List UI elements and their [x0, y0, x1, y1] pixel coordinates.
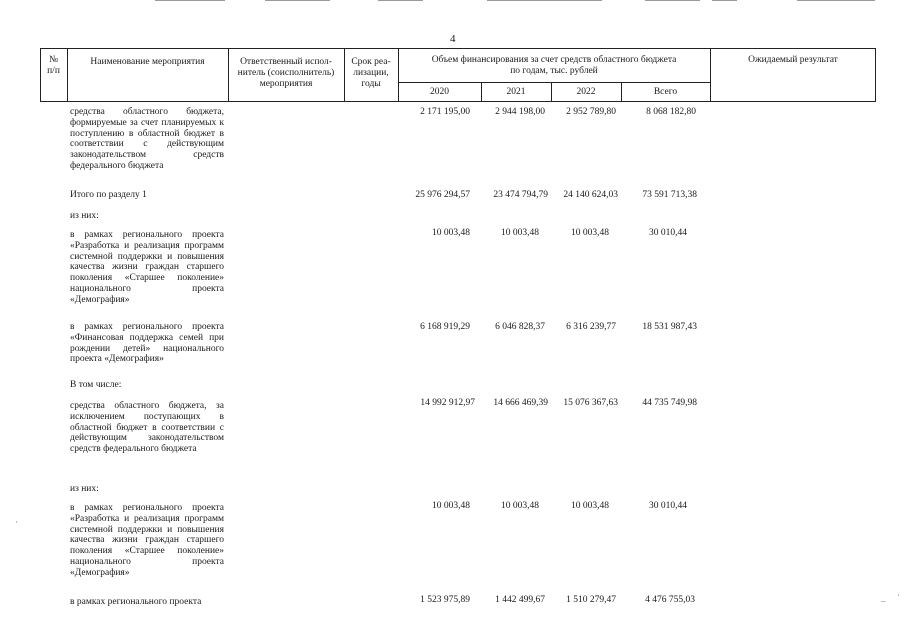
header-divider — [398, 82, 710, 83]
value-2022: 10 003,48 — [571, 501, 609, 511]
row-label: в рамках регионального проекта «Финансовая поддержка семей при рождении детей» национального проекта «Демография» — [70, 322, 224, 365]
scan-artifact — [487, 0, 602, 1]
header-total: Всего — [653, 87, 678, 97]
value-2021: 10 003,48 — [501, 228, 539, 238]
value-2022: 1 510 279,47 — [566, 595, 616, 605]
value-2020: 2 171 195,00 — [420, 107, 470, 117]
scan-artifact — [797, 0, 875, 1]
value-2020: 10 003,48 — [432, 228, 470, 238]
value-2020: 6 168 919,29 — [420, 322, 470, 332]
value-2020: 1 523 975,89 — [420, 595, 470, 605]
header-year-2020: 2020 — [430, 87, 449, 97]
value-total: 8 068 182,80 — [646, 107, 696, 117]
scan-artifact — [645, 0, 700, 1]
header-year-2022: 2022 — [576, 87, 596, 97]
header-col-term: Срок реа- лизации, годы — [351, 57, 391, 89]
value-total: 30 010,44 — [649, 228, 687, 238]
row-label: средства областного бюджета, формируемые за счет планируемых к поступлению в областной бюджет в соответствии с действующим законодательством средств федерального бюджета — [70, 107, 224, 171]
value-2022: 15 076 367,63 — [563, 398, 618, 408]
scan-mark: – — [881, 596, 886, 606]
scan-artifact — [265, 0, 330, 1]
value-2020: 14 992 912,97 — [420, 398, 475, 408]
header-col-name: Наименование мероприятия — [90, 57, 205, 67]
row-label: из них: — [70, 484, 99, 494]
value-2021: 2 944 198,00 — [495, 107, 545, 117]
page-number: 4 — [450, 33, 456, 45]
scan-mark: · — [897, 590, 900, 600]
scan-artifact — [712, 0, 737, 1]
value-2022: 6 316 239,77 — [566, 322, 616, 332]
row-label: в рамках регионального проекта «Разработка и реализация программ системной поддержки и повышения качества жизни граждан старшего поколения «Старшее поколение» национального проекта «Демография» — [70, 503, 224, 578]
header-col-responsible: Ответственный испол- нитель (соисполнитель) мероприятия — [237, 57, 335, 89]
scan-artifact — [155, 0, 225, 1]
row-label: средства областного бюджета, за исключением поступающих в областной бюджет в соответствии с действующим законодательством средств федерального бюджета — [70, 401, 224, 455]
value-2020: 10 003,48 — [432, 501, 470, 511]
value-total: 44 735 749,98 — [642, 398, 697, 408]
value-2021: 10 003,48 — [501, 501, 539, 511]
row-label: в рамках регионального проекта «Разработка и реализация программ системной поддержки и повышения качества жизни граждан старшего поколения «Старшее поколение» национального проекта «Демография» — [70, 230, 224, 305]
value-total: 73 591 713,38 — [642, 190, 697, 200]
value-2020: 25 976 294,57 — [415, 190, 470, 200]
header-col-funding: Объем финансирования за счет средств областного бюджета по годам, тыс. рублей — [431, 55, 677, 76]
row-label: в рамках регионального проекта — [70, 597, 202, 607]
value-2021: 6 046 828,37 — [495, 322, 545, 332]
header-col-number: № п/п — [47, 55, 60, 76]
value-2022: 24 140 624,03 — [563, 190, 618, 200]
row-label: Итого по разделу 1 — [70, 190, 147, 200]
value-2021: 23 474 794,79 — [493, 190, 548, 200]
header-year-2021: 2021 — [506, 87, 526, 97]
row-label: В том числе: — [70, 380, 122, 390]
value-2021: 14 666 469,39 — [493, 398, 548, 408]
value-total: 30 010,44 — [649, 501, 687, 511]
value-2022: 10 003,48 — [571, 228, 609, 238]
value-total: 18 531 987,43 — [642, 322, 697, 332]
scan-artifact — [378, 0, 423, 1]
value-2022: 2 952 789,80 — [566, 107, 616, 117]
row-label: из них: — [70, 211, 99, 221]
header-col-result: Ожидаемый результат — [748, 55, 838, 65]
value-total: 4 476 755,03 — [645, 595, 695, 605]
scan-mark: · — [15, 517, 18, 527]
value-2021: 1 442 499,67 — [495, 595, 545, 605]
